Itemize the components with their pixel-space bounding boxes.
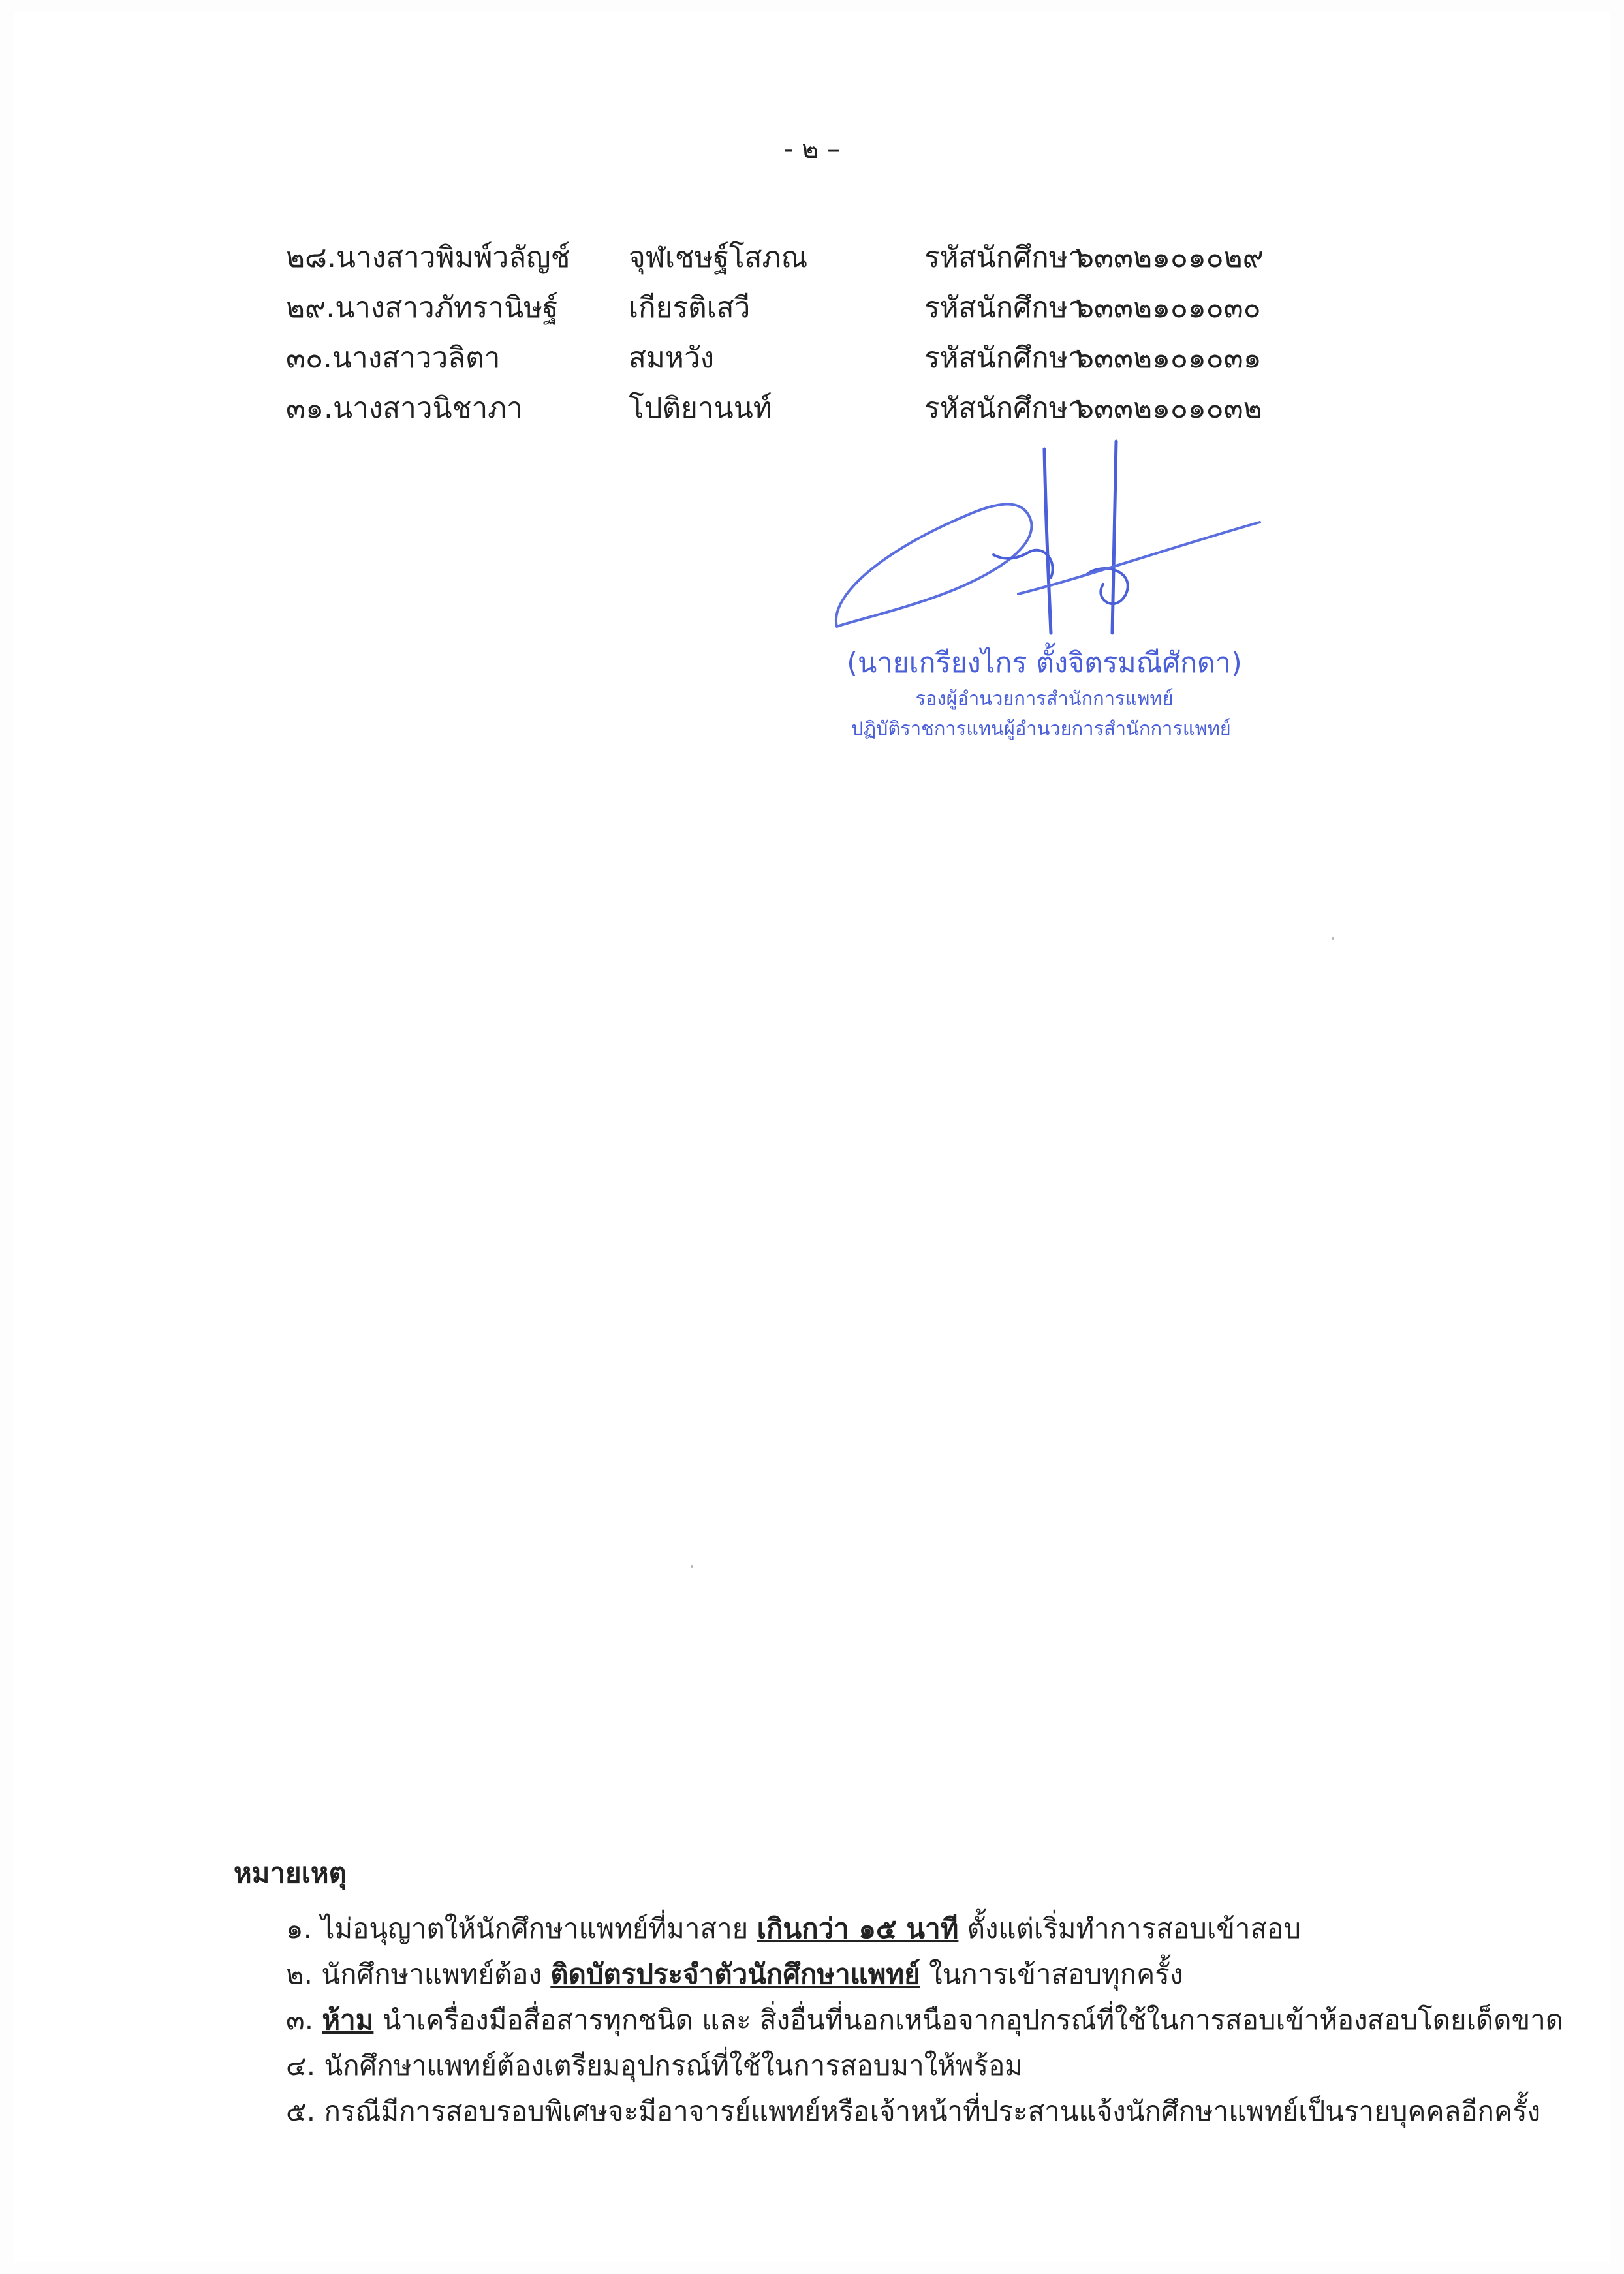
note-text: ๕. กรณีมีการสอบรอบพิเศษจะมีอาจารย์แพทย์หรือเจ้าหน้าที่ประสานแจ้งนักศึกษาแพทย์เป็นรายบุคคลอีกครั้ง	[286, 2095, 1541, 2127]
note-text: ในการเข้าสอบทุกครั้ง	[920, 1958, 1183, 1990]
note-text: ตั้งแต่เริ่มทำการสอบเข้าสอบ	[958, 1912, 1302, 1944]
student-row	[286, 333, 1396, 383]
notes-title: หมายเหตุ	[234, 1857, 347, 1889]
signature-stroke	[1018, 522, 1260, 594]
note-item	[234, 1997, 1564, 2043]
scan-speck	[1332, 937, 1334, 940]
student-id-label: รหัสนักศึกษา	[924, 291, 1084, 324]
signer-name: (นายเกรียงไกร ตั้งจิตรมณีศักดา)	[847, 647, 1242, 679]
student-id: ๖๓๓๒๑๐๑๐๓๑	[1076, 341, 1262, 375]
note-item	[234, 2043, 1533, 2089]
student-surname: เกียรติเสวี	[629, 291, 751, 324]
signature-stroke	[1044, 449, 1051, 633]
student-id-label: รหัสนักศึกษา	[924, 241, 1084, 274]
student-surname: สมหวัง	[629, 341, 715, 375]
note-text: ๑. ไม่อนุญาตให้นักศึกษาแพทย์ที่มาสาย	[286, 1912, 757, 1944]
signer-acting-title: ปฏิบัติราชการแทนผู้อำนวยการสำนักการแพทย์	[851, 717, 1231, 740]
note-text: ๓.	[286, 2004, 322, 2036]
signer-block	[803, 643, 1286, 743]
student-row	[286, 283, 1396, 333]
signature-stroke	[836, 504, 1032, 627]
student-id-label: รหัสนักศึกษา	[924, 341, 1084, 375]
student-row	[286, 383, 1396, 433]
note-item	[234, 1906, 1533, 1952]
note-emphasis: ติดบัตรประจำตัวนักศึกษาแพทย์	[550, 1958, 920, 1990]
student-surname: โปติยานนท์	[629, 392, 772, 425]
note-item	[234, 2089, 1541, 2134]
note-emphasis: ห้าม	[322, 2004, 374, 2036]
signer-position: รองผู้อำนวยการสำนักการแพทย์	[915, 687, 1174, 709]
note-emphasis: เกินกว่า ๑๕ นาที	[757, 1912, 959, 1944]
page-number: - ๒ –	[783, 134, 841, 164]
student-name: ๓๐.นางสาววลิตา	[286, 341, 501, 375]
student-row	[286, 232, 1396, 283]
student-surname: จุฬเชษฐ์โสภณ	[629, 241, 808, 274]
note-text: ๔. นักศึกษาแพทย์ต้องเตรียมอุปกรณ์ที่ใช้ในการสอบมาให้พร้อม	[286, 2049, 1023, 2081]
student-name: ๒๙.นางสาวภัทรานิษฐ์	[286, 291, 559, 324]
student-id-label: รหัสนักศึกษา	[924, 392, 1084, 425]
notes-section	[234, 1847, 1564, 2134]
signature-image	[829, 437, 1273, 653]
scan-speck	[691, 1565, 693, 1568]
student-name: ๒๘.นางสาวพิมพ์วลัญช์	[286, 241, 570, 274]
note-text: นำเครื่องมือสื่อสารทุกชนิด และ สิ่งอื่นที่นอกเหนือจากอุปกรณ์ที่ใช้ในการสอบเข้าห้องสอบโดยเด็ดขาด	[373, 2004, 1564, 2036]
student-id: ๖๓๓๒๑๐๑๐๓๒	[1076, 392, 1262, 425]
note-item	[234, 1952, 1533, 1997]
student-id: ๖๓๓๒๑๐๑๐๓๐	[1076, 291, 1261, 324]
student-id: ๖๓๓๒๑๐๑๐๒๙	[1076, 241, 1264, 274]
student-list	[286, 232, 1396, 433]
note-text: ๒. นักศึกษาแพทย์ต้อง	[286, 1958, 551, 1990]
student-name: ๓๑.นางสาวนิชาภา	[286, 392, 523, 425]
